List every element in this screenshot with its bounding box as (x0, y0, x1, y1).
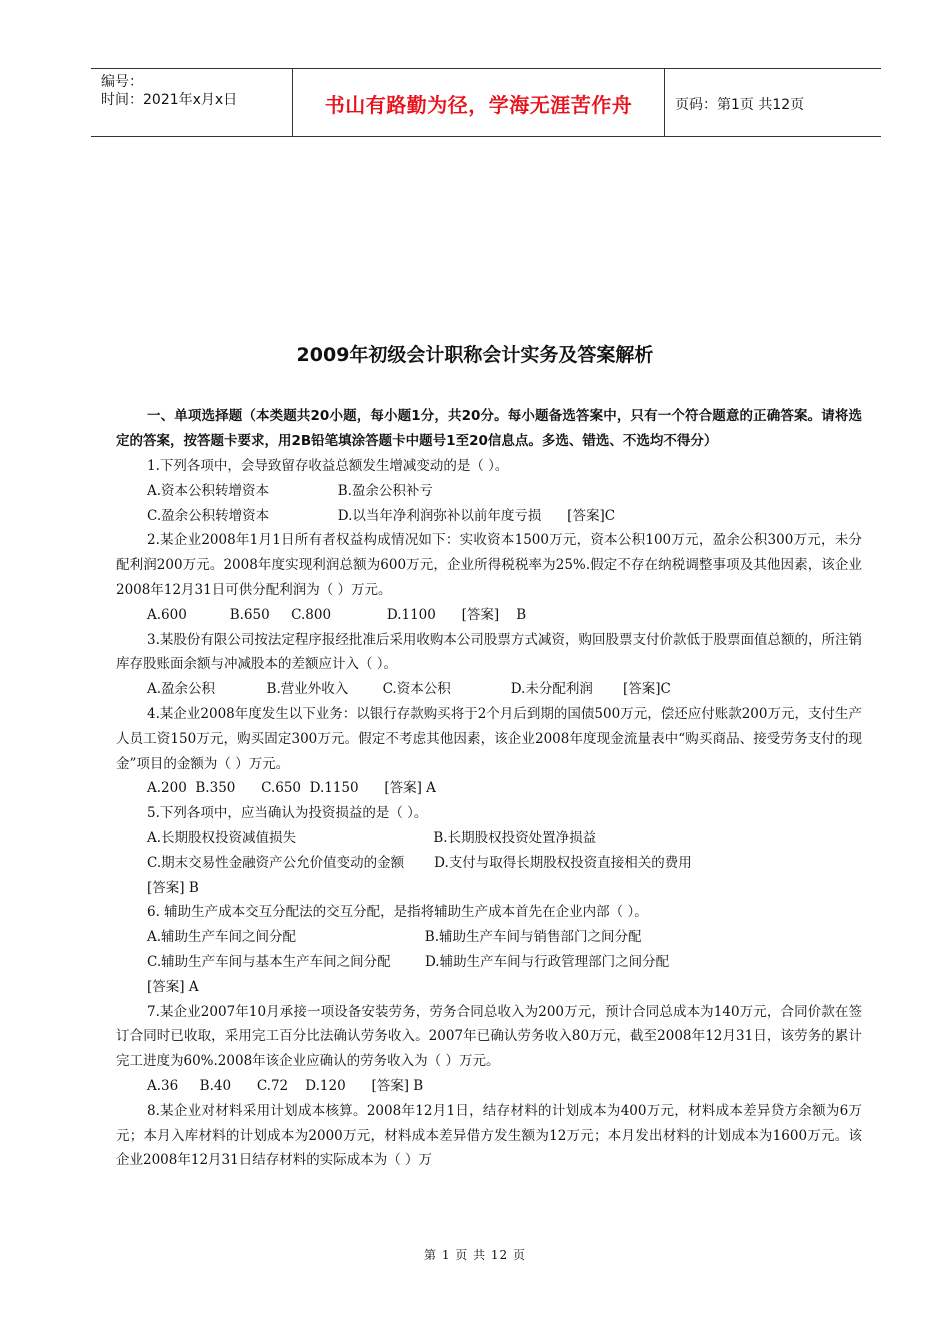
question-list (116, 454, 862, 1173)
answer-options: C.期末交易性金融资产公允价值变动的金额 D.支付与取得长期股权投资直接相关的费用 (147, 854, 692, 871)
document-title: 2009年初级会计职称会计实务及答案解析 (296, 344, 654, 366)
header-motto: 书山有路勤为径，学海无涯苦作舟 (293, 69, 665, 136)
answer-options: [答案] A (147, 978, 199, 995)
document-number-label: 编号： (101, 74, 143, 90)
answer-options: A.200 B.350 C.650 D.1150 [答案] A (147, 780, 436, 797)
answer-options: A.600 B.650 C.800 D.1100 [答案] B (147, 606, 527, 623)
answer-options: A.资本公积转增资本 B.盈余公积补亏 (147, 482, 433, 499)
question-text: 8.某企业对材料采用计划成本核算。2008年12月1日，结存材料的计划成本为400万元，材料成本差异贷方余额为6万元；本月入库材料的计划成本为2000万元，材料成本差异借方发生额为12万元；本月发出材料的计划成本为1600万元。该企业2008年12月31日结存材料的实际成本为（ ）万 (116, 1102, 862, 1169)
answer-options: A.36 B.40 C.72 D.120 [答案] B (147, 1077, 424, 1094)
answer-options: [答案] B (147, 879, 199, 896)
answer-options: A.长期股权投资减值损失 B.长期股权投资处置净损益 (147, 829, 597, 846)
question-text: 4.某企业2008年度发生以下业务：以银行存款购买将于2个月后到期的国债500万元，偿还应付账款200万元，支付生产人员工资150万元，购买固定300万元。假定不考虑其他因素，该企业2008年度现金流量表中“购买商品、接受劳务支付的现金”项目的金额为（ ）万元。 (116, 705, 862, 772)
answer-options: C.辅助生产车间与基本生产车间之间分配 D.辅助生产车间与行政管理部门之间分配 (147, 953, 670, 970)
question-text: 2.某企业2008年1月1日所有者权益构成情况如下：实收资本1500万元，资本公积100万元，盈余公积300万元，未分配利润200万元。2008年度实现利润总额为600万元，企业所得税税率为25%.假定不存在纳税调整事项及其他因素，该企业2008年12月31日可供分配利润为（ ）万元。 (116, 532, 862, 598)
answer-options: C.盈余公积转增资本 D.以当年净利润弥补以前年度亏损 [答案]C (147, 507, 616, 524)
document-body (116, 404, 862, 1173)
question-text: 6. 辅助生产成本交互分配法的交互分配，是指将辅助生产成本首先在企业内部（ ）。 (147, 904, 648, 921)
question-text: 3.某股份有限公司按法定程序报经批准后采用收购本公司股票方式减资，购回股票支付价款低于股票面值总额的，所注销库存股账面余额与冲减股本的差额应计入（ ）。 (116, 631, 862, 673)
page-footer: 第 1 页 共 12 页 (424, 1248, 526, 1262)
header-meta (91, 69, 293, 136)
answer-options: A.盈余公积 B.营业外收入 C.资本公积 D.未分配利润 [答案]C (147, 681, 671, 698)
question-text: 5.下列各项中，应当确认为投资损益的是（ ）。 (147, 805, 428, 822)
question-text: 1.下列各项中，会导致留存收益总额发生增减变动的是（ ）。 (147, 458, 509, 474)
header-page-info: 页码：第1页 共12页 (675, 96, 805, 113)
question-text: 7.某企业2007年10月承接一项设备安装劳务，劳务合同总收入为200万元，预计合同总成本为140万元，合同价款在签订合同时已收取，采用完工百分比法确认劳务收入。2007年已确认劳务收入80万元，截至2008年12月31日，该劳务的累计完工进度为60%.2008年该企业应确认的劳务收入为（ ）万元。 (116, 1003, 862, 1070)
answer-options: A.辅助生产车间之间分配 B.辅助生产车间与销售部门之间分配 (147, 929, 642, 946)
document-date: 时间：2021年x月x日 (101, 92, 238, 108)
section-heading: 一、单项选择题（本类题共20小题，每小题1分，共20分。每小题备选答案中，只有一个符合题意的正确答案。请将选定的答案，按答题卡要求，用2B铅笔填涂答题卡中题号1至20信息点。多选、错选、不选均不得分） (116, 408, 862, 449)
page-header (91, 68, 881, 137)
